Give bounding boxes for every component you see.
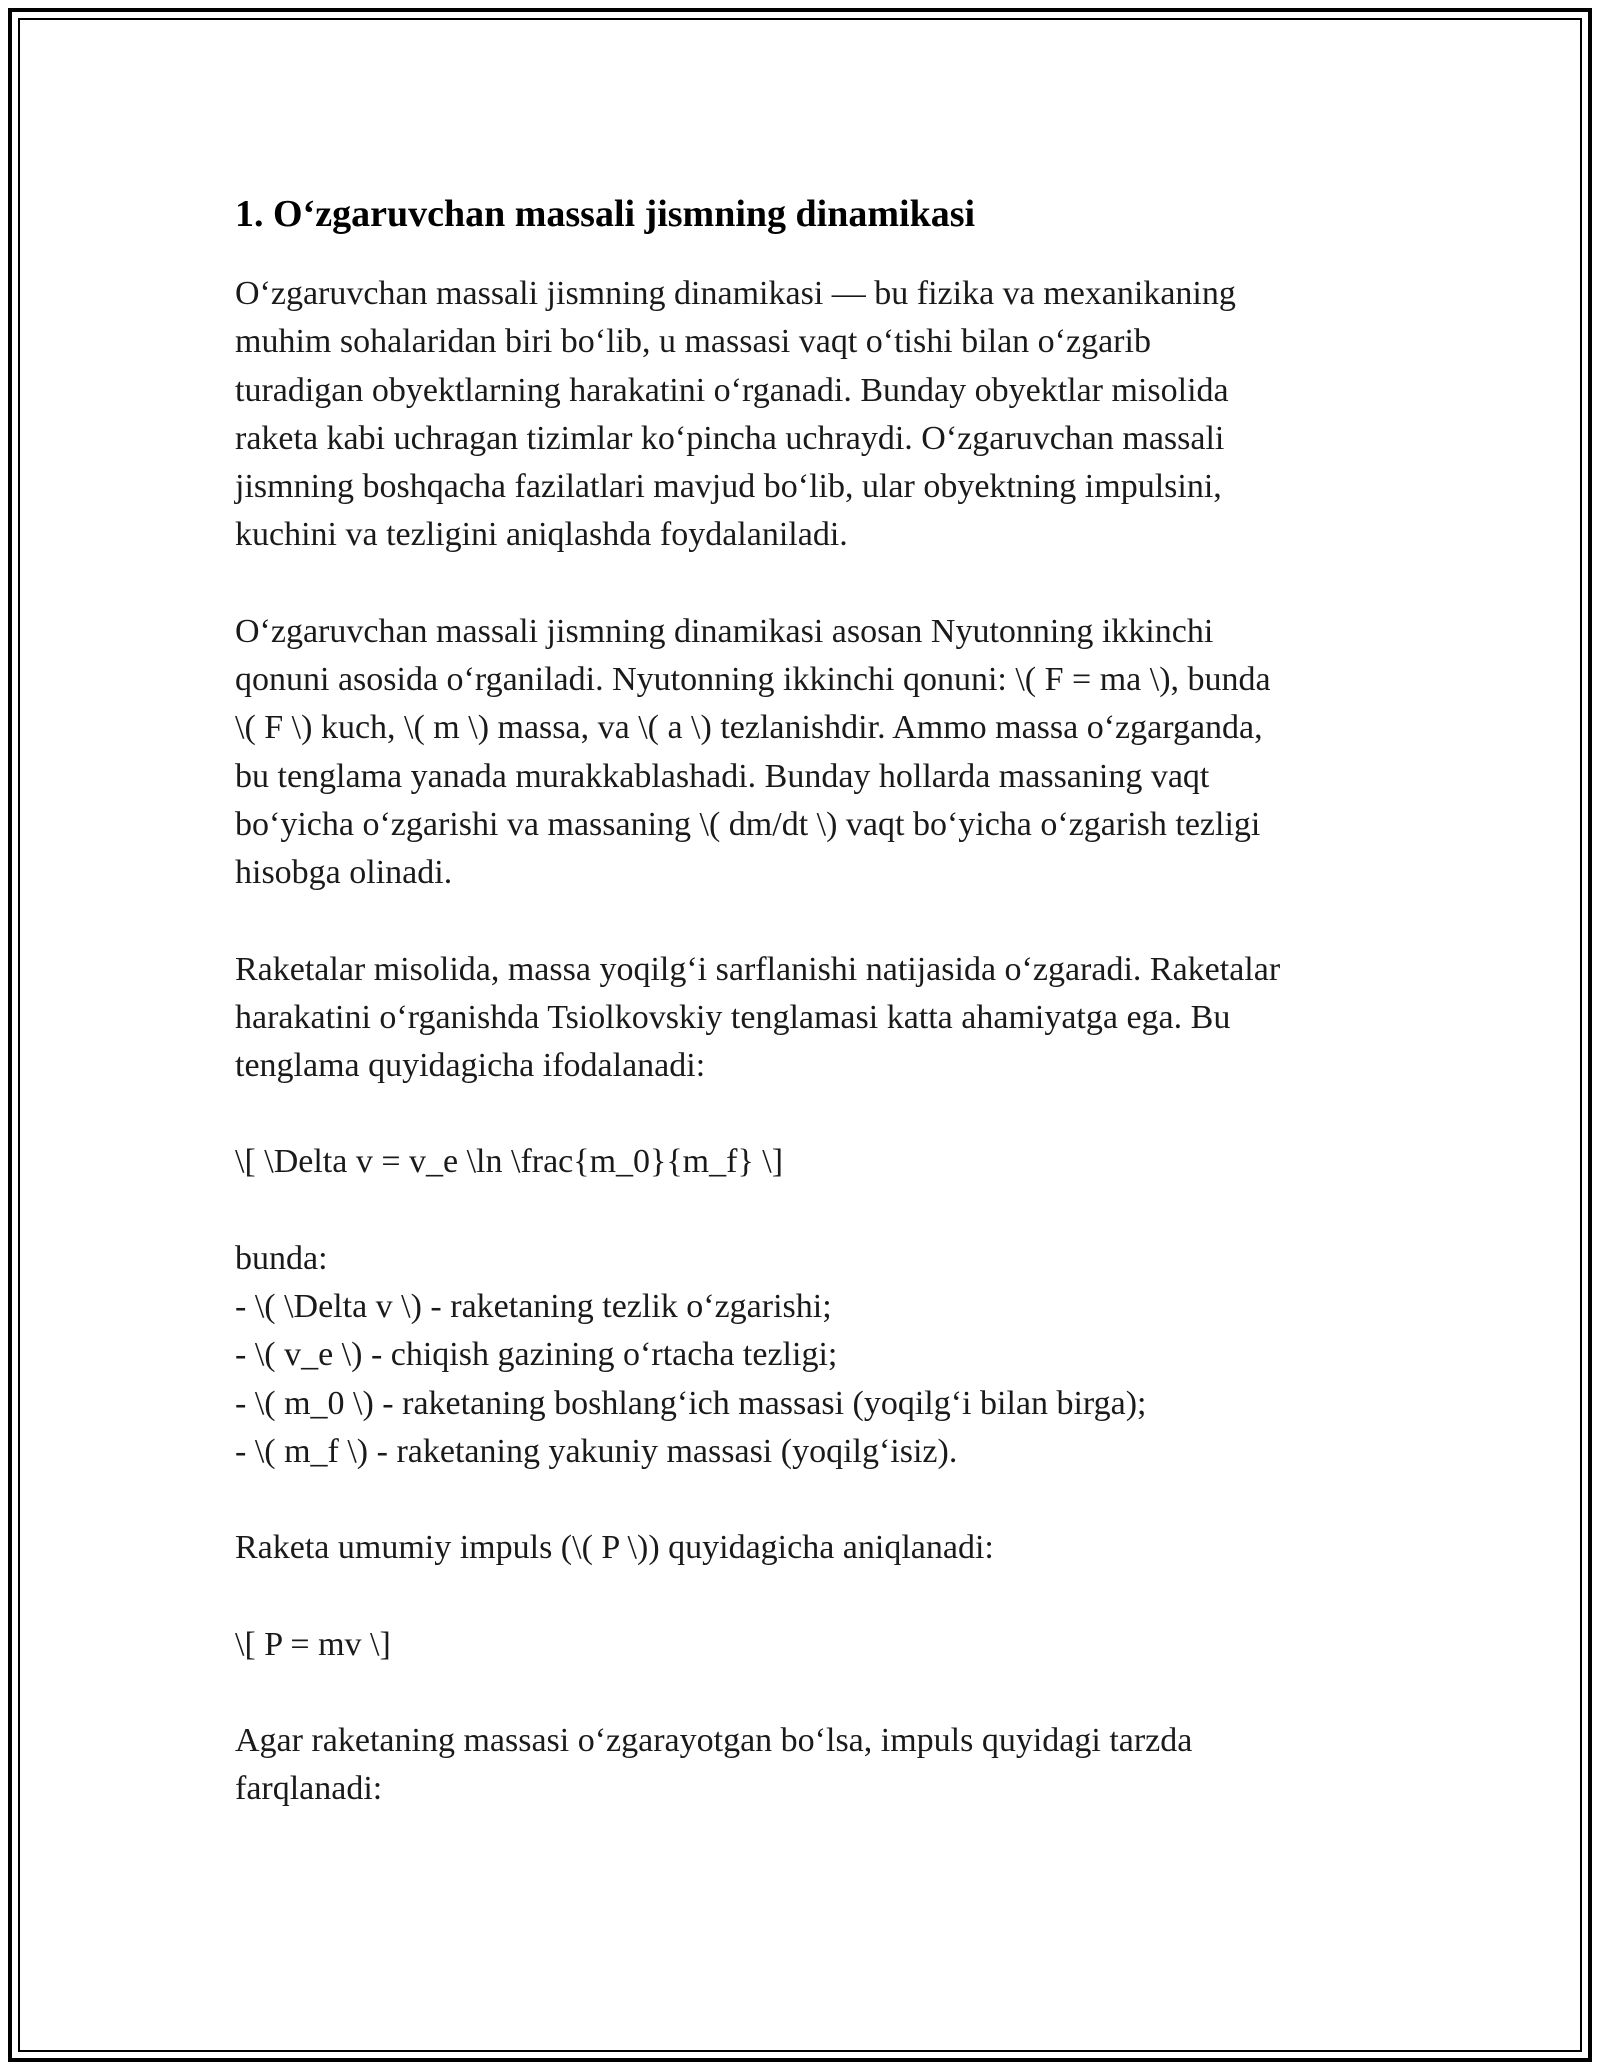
text-line: muhim sohalaridan biri bo‘lib, u massasi vaqt o‘tishi bilan o‘zgarib bbox=[235, 323, 1151, 361]
text-line: bu tenglama yanada murakkablashadi. Bunday hollarda massaning vaqt bbox=[235, 757, 1210, 795]
text-line: farqlanadi: bbox=[235, 1770, 383, 1808]
paragraph-gap bbox=[235, 1573, 1380, 1621]
paragraph-rockets bbox=[235, 946, 1380, 1091]
text-line: bo‘yicha o‘zgarishi va massaning \( dm/dt \) vaqt bo‘yicha o‘zgarish tezligi bbox=[235, 805, 1261, 843]
text-line: hisobga olinadi. bbox=[235, 854, 453, 892]
text-line: Raketalar misolida, massa yoqilg‘i sarflanishi natijasida o‘zgaradi. Raketalar bbox=[235, 950, 1281, 988]
list-item: - \( m_f \) - raketaning yakuniy massasi (yoqilg‘isiz). bbox=[235, 1432, 958, 1470]
paragraph-gap bbox=[235, 1669, 1380, 1717]
list-item: - \( \Delta v \) - raketaning tezlik o‘zgarishi; bbox=[235, 1288, 832, 1326]
paragraph-gap bbox=[235, 1187, 1380, 1235]
variable-definitions bbox=[235, 1235, 1380, 1476]
text-line: \( F \) kuch, \( m \) massa, va \( a \) tezlanishdir. Ammo massa o‘zgarganda, bbox=[235, 709, 1263, 747]
formula-line: \[ \Delta v = v_e \ln \frac{m_0}{m_f} \] bbox=[235, 1143, 784, 1181]
section-heading: 1. O‘zgaruvchan massali jismning dinamikasi bbox=[235, 193, 976, 235]
formula-line: \[ P = mv \] bbox=[235, 1625, 391, 1663]
text-line: kuchini va tezligini aniqlashda foydalaniladi. bbox=[235, 516, 848, 554]
text-line: O‘zgaruvchan massali jismning dinamikasi — bu fizika va mexanikaning bbox=[235, 275, 1236, 312]
text-line: qonuni asosida o‘rganiladi. Nyutonning ikkinchi qonuni: \( F = ma \), bunda bbox=[235, 661, 1271, 699]
paragraph-newton bbox=[235, 608, 1380, 898]
list-item: - \( v_e \) - chiqish gazining o‘rtacha tezligi; bbox=[235, 1336, 838, 1374]
text-line: harakatini o‘rganishda Tsiolkovskiy tenglamasi katta ahamiyatga ega. Bu bbox=[235, 998, 1231, 1036]
formula-tsiolkovsky bbox=[235, 1138, 1380, 1186]
paragraph-gap bbox=[235, 1090, 1380, 1138]
paragraph-gap bbox=[235, 898, 1380, 946]
document-page bbox=[235, 188, 1380, 1813]
text-line: O‘zgaruvchan massali jismning dinamikasi asosan Nyutonning ikkinchi bbox=[235, 612, 1214, 650]
text-line: raketa kabi uchragan tizimlar ko‘pincha uchraydi. O‘zgaruvchan massali bbox=[235, 419, 1225, 457]
text-line: turadigan obyektlarning harakatini o‘rganadi. Bunday obyektlar misolida bbox=[235, 371, 1229, 409]
text-line: bunda: bbox=[235, 1239, 328, 1277]
paragraph-impulse bbox=[235, 1524, 1380, 1572]
paragraph-gap bbox=[235, 1476, 1380, 1524]
paragraph-gap bbox=[235, 560, 1380, 608]
paragraph-variable-mass bbox=[235, 1717, 1380, 1814]
formula-impulse bbox=[235, 1621, 1380, 1669]
text-line: jismning boshqacha fazilatlari mavjud bo‘lib, ular obyektning impulsini, bbox=[235, 468, 1222, 506]
text-line: Agar raketaning massasi o‘zgarayotgan bo‘lsa, impuls quyidagi tarzda bbox=[235, 1721, 1193, 1759]
paragraph-intro bbox=[235, 270, 1380, 560]
text-line: tenglama quyidagicha ifodalanadi: bbox=[235, 1047, 706, 1085]
list-item: - \( m_0 \) - raketaning boshlang‘ich massasi (yoqilg‘i bilan birga); bbox=[235, 1384, 1147, 1422]
text-line: Raketa umumiy impuls (\( P \)) quyidagicha aniqlanadi: bbox=[235, 1529, 994, 1567]
